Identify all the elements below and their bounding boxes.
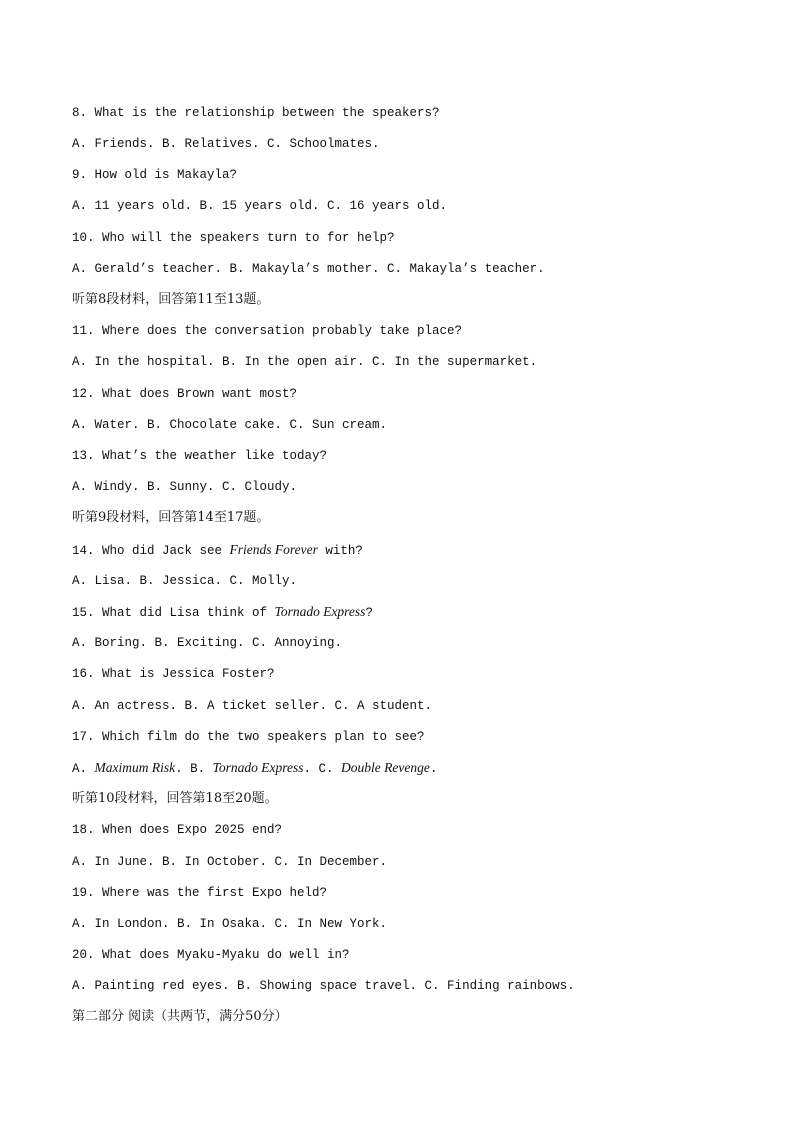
film-title-friends-forever: Friends Forever xyxy=(229,542,318,557)
film-title-double-revenge: Double Revenge xyxy=(341,760,430,775)
question-15-text: 15. What did Lisa think of xyxy=(72,606,275,620)
option-b-label: . B. xyxy=(175,762,213,776)
options-10: A. Gerald’s teacher. B. Makayla’s mother. C. Makayla’s teacher. xyxy=(72,262,545,276)
section-header-10: 听第10段材料，回答第18至20题。 xyxy=(72,791,278,806)
film-title-tornado-express-option: Tornado Express xyxy=(212,760,304,775)
question-18: 18. When does Expo 2025 end? xyxy=(72,823,283,837)
options-13: A. Windy. B. Sunny. C. Cloudy. xyxy=(72,480,298,494)
film-title-maximum-risk: Maximum Risk xyxy=(94,760,176,775)
section-header-8: 听第8段材料，回答第11至13题。 xyxy=(72,292,270,307)
option-c-label: . C. xyxy=(303,762,342,776)
options-8: A. Friends. B. Relatives. C. Schoolmates. xyxy=(72,137,380,151)
options-12: A. Water. B. Chocolate cake. C. Sun cream. xyxy=(72,418,388,432)
question-9: 9. How old is Makayla? xyxy=(72,168,238,182)
options-9: A. 11 years old. B. 15 years old. C. 16 years old. xyxy=(72,199,448,213)
question-15 xyxy=(72,604,373,621)
options-17-end: . xyxy=(429,762,438,776)
options-20: A. Painting red eyes. B. Showing space travel. C. Finding rainbows. xyxy=(72,979,575,993)
question-14-text: 14. Who did Jack see xyxy=(72,544,230,558)
question-10: 10. Who will the speakers turn to for help? xyxy=(72,231,395,245)
options-15: A. Boring. B. Exciting. C. Annoying. xyxy=(72,636,343,650)
question-14 xyxy=(72,542,363,559)
part-two-header: 第二部分 阅读（共两节，满分50分） xyxy=(72,1009,288,1024)
question-14-end: with? xyxy=(317,544,363,558)
question-20: 20. What does Myaku-Myaku do well in? xyxy=(72,948,350,962)
options-11: A. In the hospital. B. In the open air. C. In the supermarket. xyxy=(72,355,538,369)
question-15-end: ? xyxy=(365,606,373,620)
question-8: 8. What is the relationship between the speakers? xyxy=(72,106,440,120)
options-14: A. Lisa. B. Jessica. C. Molly. xyxy=(72,574,298,588)
question-11: 11. Where does the conversation probably take place? xyxy=(72,324,463,338)
question-12: 12. What does Brown want most? xyxy=(72,387,298,401)
options-16: A. An actress. B. A ticket seller. C. A student. xyxy=(72,699,433,713)
options-18: A. In June. B. In October. C. In December. xyxy=(72,855,388,869)
option-a-label: A. xyxy=(72,762,95,776)
options-17 xyxy=(72,760,437,777)
question-19: 19. Where was the first Expo held? xyxy=(72,886,328,900)
question-16: 16. What is Jessica Foster? xyxy=(72,667,275,681)
section-header-9: 听第9段材料，回答第14至17题。 xyxy=(72,510,270,525)
question-17: 17. Which film do the two speakers plan to see? xyxy=(72,730,425,744)
film-title-tornado-express: Tornado Express xyxy=(274,604,366,619)
options-19: A. In London. B. In Osaka. C. In New York. xyxy=(72,917,388,931)
question-13: 13. What’s the weather like today? xyxy=(72,449,328,463)
